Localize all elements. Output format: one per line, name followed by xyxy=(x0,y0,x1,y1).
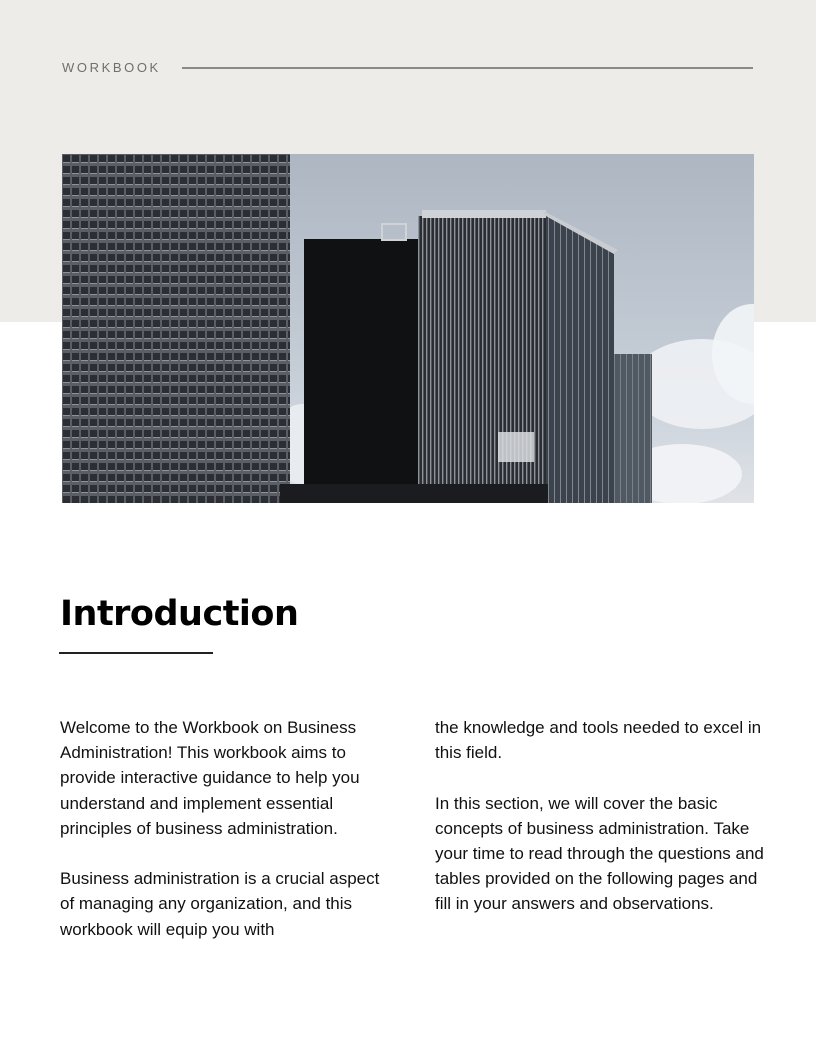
title-underline xyxy=(59,652,213,654)
intro-paragraph: Welcome to the Workbook on Business Administration! This workbook aims to provide interactive guidance to help you understand and implement essential principles of business administration. xyxy=(60,718,360,838)
hero-image xyxy=(62,154,754,503)
intro-column-left xyxy=(60,715,390,967)
intro-column-right xyxy=(435,715,765,942)
page-title: Introduction xyxy=(60,594,299,634)
intro-paragraph: In this section, we will cover the basic concepts of business administration. Take your time to read through the questions and tables provided on the following pages and fill in your answers and observations. xyxy=(435,793,764,914)
intro-paragraph: the knowledge and tools needed to excel in this field. xyxy=(435,718,762,763)
header-divider xyxy=(182,67,753,69)
intro-paragraph: Business administration is a crucial aspect of managing any organization, and this workbook will equip you with xyxy=(60,869,380,939)
header-label: WORKBOOK xyxy=(62,60,161,75)
